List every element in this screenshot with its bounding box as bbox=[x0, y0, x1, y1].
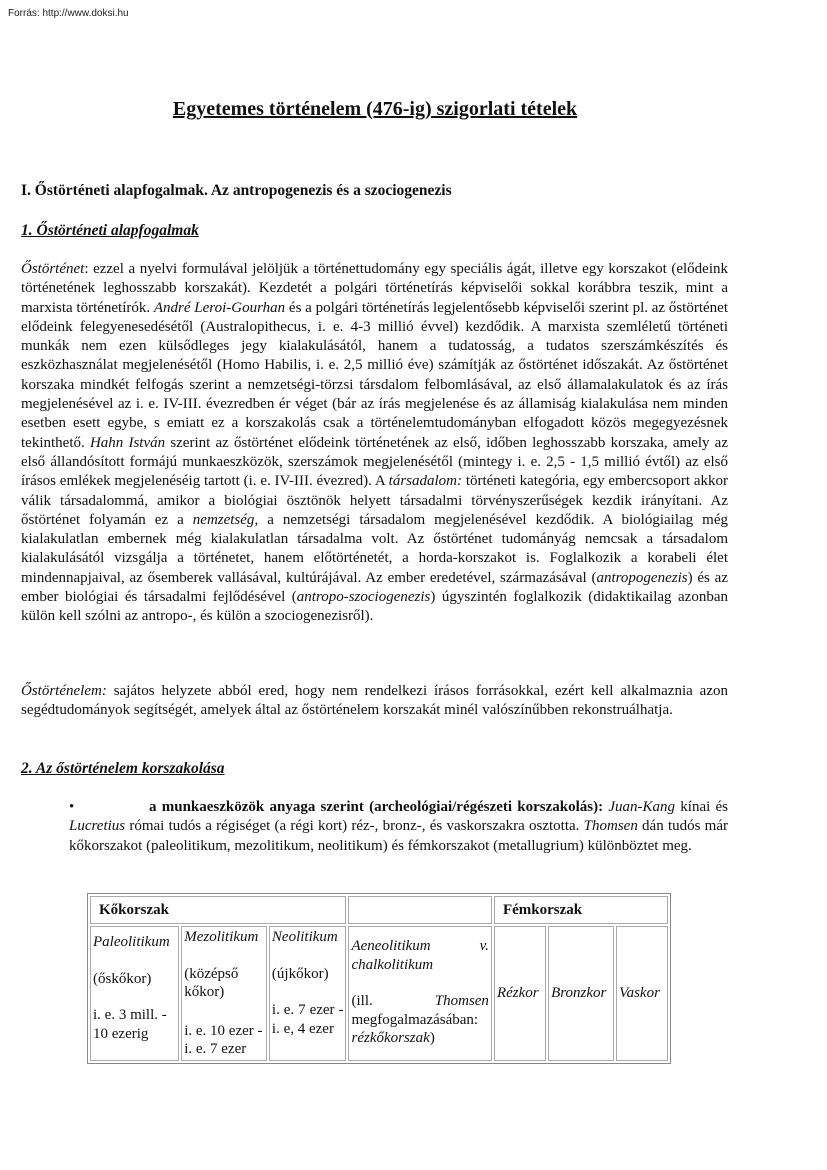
period-name: Paleolitikum bbox=[93, 934, 170, 950]
cell-copper-age: Rézkor bbox=[494, 926, 546, 1061]
header-metal-age: Fémkorszak bbox=[494, 896, 668, 924]
text: ) és az ember biológiai és társadalmi fejlődésével ( bbox=[21, 569, 728, 606]
term: rézkőkorszak bbox=[351, 1030, 430, 1046]
cell-mesolithic bbox=[181, 926, 267, 1061]
text: megfogalmazásában: bbox=[351, 1011, 479, 1028]
cell-paleolithic bbox=[90, 926, 179, 1061]
paragraph-ostortenelem bbox=[21, 682, 728, 721]
person-name: Hahn István bbox=[89, 434, 166, 451]
text: és a polgári történetírás legjelentősebb képviselői szerint pl. az őstörténet elődeink felegyenesedésétől (Australopithecus, i. e. 4-3 millió évvel) kezdődik. A marxista szemléletű történeti munkák nem ezen külsődleges jegy kialakulásától, hanem a tudatosság, a tudatos szerszámkészítés és eszközhasználat megjelenésétől (Homo Habilis, i. e. 2,5 millió éve) számítják az őstörténet időszakát. Az őstörténet korszaka mindkét felfogás szerint a nemzetségi-törzsi társdalom felbomlásával, az első államalakulatok és az írás megjelenésével az i. e. IV-III. évezredben ér véget (bár az írás megjelenése és az államiság kialakulása nem minden esetben esett egybe, s emiatt ez a korszakolás csak a történelemtudományban elfogadott közös megegyezésnek tekinthető. bbox=[21, 299, 728, 451]
subsection-heading-1: 1. Őstörténeti alapfogalmak bbox=[21, 222, 199, 239]
paragraph-ostortenet bbox=[21, 260, 728, 627]
period-name: Neolitikum bbox=[271, 929, 338, 945]
period-date: i. e. 10 ezer - i. e. 7 ezer bbox=[184, 1022, 263, 1057]
term: antropo-szociogenezis bbox=[296, 589, 431, 606]
text: római tudós a régiséget (a régi kort) réz-, bronz-, és vaskorszakra osztotta. bbox=[125, 818, 584, 835]
table-row bbox=[90, 926, 668, 1061]
period-date: i. e. 7 ezer - i. e, 4 ezer bbox=[271, 1002, 344, 1037]
person-name: Thomsen bbox=[583, 818, 638, 835]
text: ) úgyszintén foglalkozik (didaktikailag azonban külön kell szólni az antropo-, és külön a szociogenezisről). bbox=[21, 589, 728, 625]
cell-neolithic bbox=[269, 926, 347, 1061]
document-title: Egyetemes történelem (476-ig) szigorlati tételek bbox=[172, 98, 578, 120]
text: dán tudós már kőkorszakot (paleolitikum, mezolitikum, neolitikum) és fémkorszakot (metallugrium) különböztet meg. bbox=[69, 818, 728, 854]
text: ) bbox=[429, 1030, 435, 1046]
cell-iron-age: Vaskor bbox=[616, 926, 668, 1061]
person-name: André Leroi-Gourhan bbox=[153, 299, 286, 316]
term: antropogenezis bbox=[596, 569, 688, 586]
header-empty bbox=[348, 896, 491, 924]
header-stone-age: Kőkorszak bbox=[90, 896, 346, 924]
table-header-row bbox=[90, 896, 668, 924]
period-alt: (újkőkor) bbox=[271, 965, 329, 982]
text: : ezzel a nyelvi formulával jelöljük a történettudomány egy speciális ágát, illetve egy korszakot (elődeink történetének leghosszabb korszakát). Kezdetét a polgári történetírás képviselői sokkal korábbra teszik, mint a marxista történetírók. bbox=[21, 261, 728, 316]
source-url: Forrás: http://www.doksi.hu bbox=[8, 8, 129, 19]
text: kínai és bbox=[675, 799, 728, 815]
term: Őstörténelem: bbox=[21, 683, 107, 699]
period-alt: (középső kőkor) bbox=[184, 965, 239, 1000]
person-name: Thomsen bbox=[434, 993, 489, 1009]
text: sajátos helyzete abból ered, hogy nem rendelkezi írásos forrásokkal, ezért kell alkalmaznia azon segédtudományok segítségét, amelyek által az őstörténelem korszakát minél valószínűbben rekonstruálhatja. bbox=[21, 683, 728, 719]
periods-table bbox=[87, 893, 671, 1064]
cell-aeneolithic bbox=[348, 926, 491, 1061]
text: (ill. bbox=[351, 993, 435, 1009]
bullet-item bbox=[69, 798, 728, 856]
text: történeti kategória, egy embercsoport akkor válik társadalommá, amikor a biológiai ösztönök helyett társadalmi törvényszerűségek kezdik irányítani. Az őstörténet folyamán ez a bbox=[21, 473, 728, 528]
person-name: Juan-Kang bbox=[608, 799, 676, 815]
period-name: Aeneolitikum v. chalkolitikum bbox=[351, 938, 489, 973]
cell-bronze-age: Bronzkor bbox=[548, 926, 614, 1061]
term: Őstörténet bbox=[21, 261, 85, 277]
text: , a nemzetségi társadalom megjelenésével kezdődik. A biológiailag még kialakulatlan embernek még kialakulatlan társadalma volt. Az őstörténet tudományág nemcsak a társadalom kialakulásától vizsgálja a történetet, hanem előtörténetét, a horda-korszakot is. Foglalkozik a korabeli élet mindennapjaival, az ősemberek vallásával, kultúrájával. Az ember eredetével, származásával ( bbox=[21, 511, 728, 586]
person-name: Lucretius bbox=[69, 818, 126, 835]
subsection-heading-2: 2. Az őstörténelem korszakolása bbox=[21, 760, 225, 777]
section-heading: I. Őstörténeti alapfogalmak. Az antropogenezis és a szociogenezis bbox=[21, 182, 452, 199]
period-date: i. e. 3 mill. - 10 ezerig bbox=[93, 1007, 167, 1042]
bullet-dot: • bbox=[69, 799, 75, 815]
text: szerint az őstörténet elődeink történetének az első, időben leghosszabb korszaka, amely az első állandósított formájú munkaeszközök, szerszámok megjelenésétől (mintegy i. e. 2,5 - 1,5 millió évtől) az első írásos emlékek megjelenéséig tartott (i. e. IV-III. évezred). A bbox=[21, 434, 728, 490]
term: nemzetség bbox=[192, 511, 255, 528]
period-alt: (őskőkor) bbox=[93, 970, 152, 987]
term: társadalom: bbox=[388, 473, 463, 490]
bullet-lead: a munkaeszközök anyaga szerint (archeológiai/régészeti korszakolás): bbox=[149, 799, 604, 815]
period-name: Mezolitikum bbox=[184, 929, 259, 945]
